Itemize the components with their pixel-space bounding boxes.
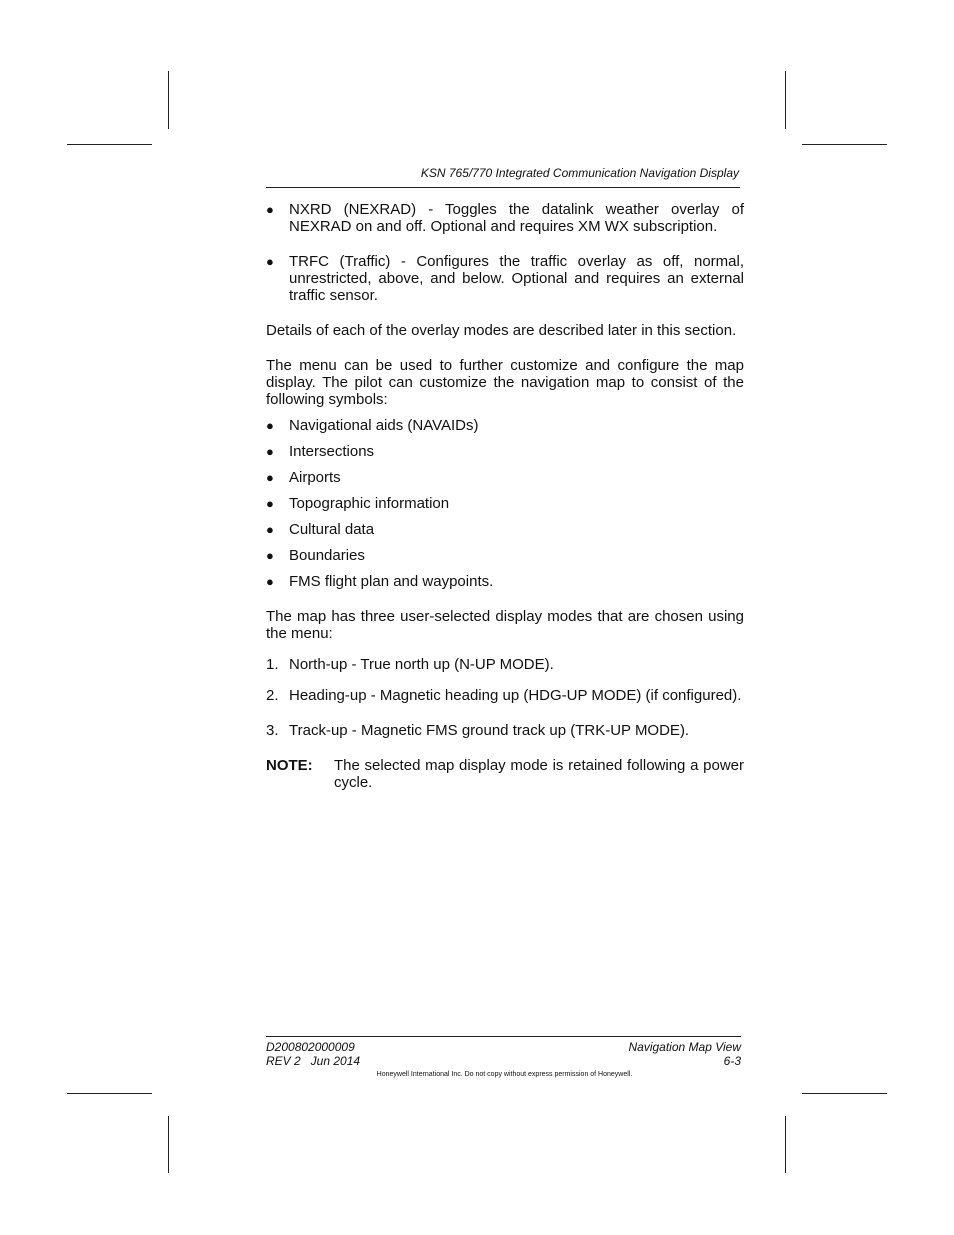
numbered-item <box>266 687 744 704</box>
bullet-icon: ● <box>266 202 274 217</box>
list-item <box>266 521 744 538</box>
numbered-item <box>266 722 744 739</box>
bullet-icon: ● <box>266 444 274 459</box>
bullet-icon: ● <box>266 418 274 433</box>
list-item <box>266 443 744 460</box>
footer-rule <box>266 1036 741 1037</box>
list-item <box>266 253 744 304</box>
note-label: NOTE: <box>266 757 313 774</box>
bullet-icon: ● <box>266 548 274 563</box>
list-item <box>266 495 744 512</box>
bullet-icon: ● <box>266 522 274 537</box>
numbered-item-text: North-up - True north up (N-UP MODE). <box>289 656 554 673</box>
bullet-icon: ● <box>266 254 274 269</box>
item-number: 3. <box>266 722 279 739</box>
numbered-item <box>266 656 744 673</box>
bullet-icon: ● <box>266 574 274 589</box>
crop-mark <box>168 1116 169 1173</box>
page-number: 6-3 <box>723 1054 741 1068</box>
header-rule <box>266 187 740 188</box>
item-number: 1. <box>266 656 279 673</box>
list-item-text: Intersections <box>289 443 375 460</box>
item-number: 2. <box>266 687 279 704</box>
footer-right <box>628 1040 741 1068</box>
header-title: KSN 765/770 Integrated Communication Navigation Display <box>420 166 739 180</box>
note-text: The selected map display mode is retained following a power cycle. <box>334 757 744 791</box>
crop-mark <box>785 1116 786 1173</box>
crop-mark <box>67 144 152 145</box>
list-item-text: Navigational aids (NAVAIDs) <box>289 417 479 434</box>
page-content <box>266 201 744 791</box>
list-item-text: Airports <box>289 469 341 486</box>
list-item-text: NXRD (NEXRAD) - Toggles the datalink weather overlay of NEXRAD on and off. Optional and requires XM WX subscription. <box>289 201 744 235</box>
paragraph-details: Details of each of the overlay modes are described later in this section. <box>266 322 737 339</box>
list-item <box>266 417 744 434</box>
list-item-text: Boundaries <box>289 547 365 564</box>
numbered-item-text: Heading-up - Magnetic heading up (HDG-UP MODE) (if configured). <box>289 687 742 704</box>
revision: REV 2 Jun 2014 <box>266 1054 361 1068</box>
crop-mark <box>67 1093 152 1094</box>
list-item <box>266 573 744 590</box>
note <box>266 757 744 791</box>
crop-mark <box>802 144 887 145</box>
list-item <box>266 201 744 235</box>
copyright-notice: Honeywell International Inc. Do not copy without express permission of Honeywell. <box>376 1071 633 1078</box>
crop-mark <box>802 1093 887 1094</box>
list-item-text: Topographic information <box>289 495 450 512</box>
list-item-text: FMS flight plan and waypoints. <box>289 573 494 590</box>
numbered-item-text: Track-up - Magnetic FMS ground track up (TRK-UP MODE). <box>289 722 690 739</box>
section-title: Navigation Map View <box>628 1040 741 1054</box>
list-item <box>266 547 744 564</box>
list-item-text: Cultural data <box>289 521 375 538</box>
paragraph-modes-intro: The map has three user-selected display modes that are chosen using the menu: <box>266 608 744 642</box>
crop-mark <box>785 71 786 129</box>
doc-number: D200802000009 <box>266 1040 355 1054</box>
footer-left <box>266 1040 360 1068</box>
crop-mark <box>168 71 169 129</box>
bullet-icon: ● <box>266 496 274 511</box>
bullet-icon: ● <box>266 470 274 485</box>
paragraph-menu: The menu can be used to further customize and configure the map display. The pilot can customize the navigation map to consist of the following symbols: <box>266 357 744 408</box>
list-item <box>266 469 744 486</box>
list-item-text: TRFC (Traffic) - Configures the traffic overlay as off, normal, unrestricted, above, and below. Optional and requires an external traffic sensor. <box>289 253 744 304</box>
